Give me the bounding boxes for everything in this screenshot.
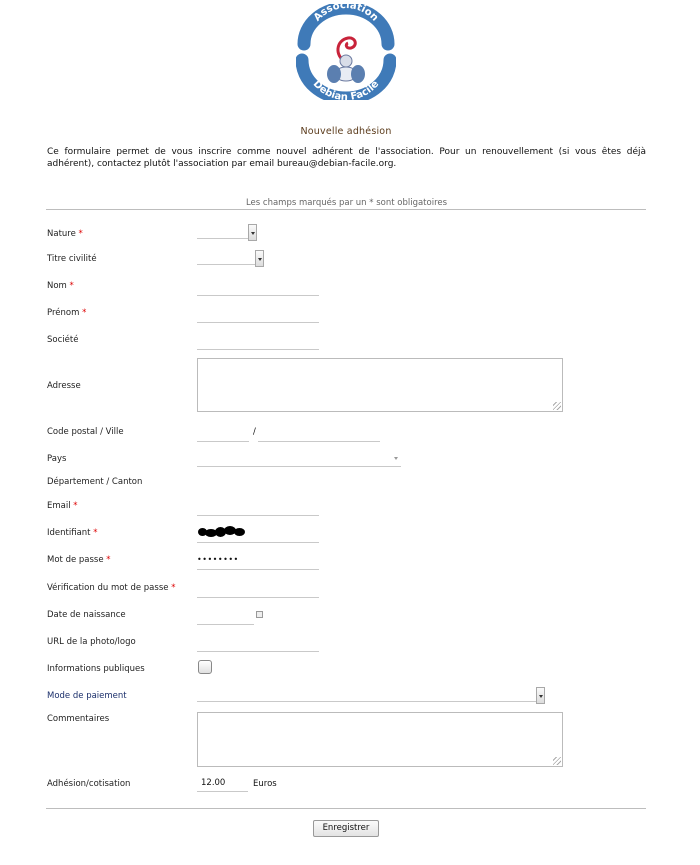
calendar-icon[interactable]	[256, 611, 263, 618]
societe-input[interactable]	[197, 335, 319, 350]
email-label: Email *	[47, 501, 78, 511]
mode-paiement-label: Mode de paiement	[47, 691, 127, 701]
chevron-down-icon[interactable]	[536, 687, 545, 704]
titre-civilite-label: Titre civilité	[47, 254, 97, 264]
prenom-input[interactable]	[197, 308, 319, 323]
bottom-divider	[46, 808, 646, 809]
adresse-textarea[interactable]	[197, 358, 563, 412]
pays-label: Pays	[47, 454, 67, 464]
informations-publiques-label: Informations publiques	[47, 664, 145, 674]
nature-select[interactable]	[197, 224, 257, 239]
verification-mot-de-passe-label: Vérification du mot de passe *	[47, 583, 176, 593]
verification-mot-de-passe-input[interactable]	[197, 583, 319, 598]
titre-civilite-select[interactable]	[197, 250, 264, 265]
top-divider	[46, 209, 646, 210]
enregistrer-button[interactable]: Enregistrer	[313, 820, 379, 837]
adresse-label: Adresse	[47, 381, 81, 391]
societe-label: Société	[47, 335, 79, 345]
informations-publiques-checkbox[interactable]	[198, 660, 212, 674]
prenom-label: Prénom *	[47, 308, 87, 318]
required-fields-note: Les champs marqués par un * sont obligatoires	[245, 198, 448, 208]
resize-grip-icon[interactable]	[553, 402, 561, 410]
chevron-down-icon[interactable]	[255, 250, 264, 267]
intro-text: Ce formulaire permet de vous inscrire comme nouvel adhérent de l'association. Pour un renouvellement (si vous êtes déjà adhérent), contactez plutôt l'association par email bureau@debian-facile.org.	[47, 147, 646, 169]
page-title: Nouvelle adhésion	[300, 126, 392, 137]
mot-de-passe-label: Mot de passe *	[47, 555, 111, 565]
pays-select[interactable]	[197, 452, 401, 467]
nature-label: Nature *	[47, 229, 83, 239]
departement-canton-label: Département / Canton	[47, 477, 143, 487]
svg-text:Association: Association	[311, 4, 381, 24]
date-naissance-input[interactable]	[197, 610, 254, 625]
code-postal-ville-label: Code postal / Ville	[47, 427, 124, 437]
date-naissance-label: Date de naissance	[47, 610, 126, 620]
association-logo	[296, 4, 396, 100]
commentaires-label: Commentaires	[47, 714, 110, 724]
chevron-down-icon[interactable]	[248, 224, 257, 241]
resize-grip-icon[interactable]	[553, 757, 561, 765]
ville-input[interactable]	[258, 427, 380, 442]
identifiant-label: Identifiant *	[47, 528, 98, 538]
logo-graphic	[296, 4, 396, 100]
mode-paiement-select[interactable]	[197, 687, 545, 702]
code-ville-separator: /	[253, 427, 256, 437]
currency-unit: Euros	[253, 779, 277, 789]
chevron-down-icon[interactable]	[394, 457, 398, 460]
mot-de-passe-input[interactable]: ••••••••	[197, 555, 319, 570]
code-postal-input[interactable]	[197, 427, 249, 442]
url-photo-label: URL de la photo/logo	[47, 637, 136, 647]
adhesion-cotisation-label: Adhésion/cotisation	[47, 779, 131, 789]
adhesion-amount-input[interactable]: 12.00	[197, 778, 248, 792]
svg-text:Debian Facile: Debian Facile	[310, 78, 382, 100]
email-input[interactable]	[197, 501, 319, 516]
nom-input[interactable]	[197, 281, 319, 296]
commentaires-textarea[interactable]	[197, 712, 563, 767]
nom-label: Nom *	[47, 281, 74, 291]
redacted-username	[198, 526, 248, 538]
url-photo-input[interactable]	[197, 637, 319, 652]
